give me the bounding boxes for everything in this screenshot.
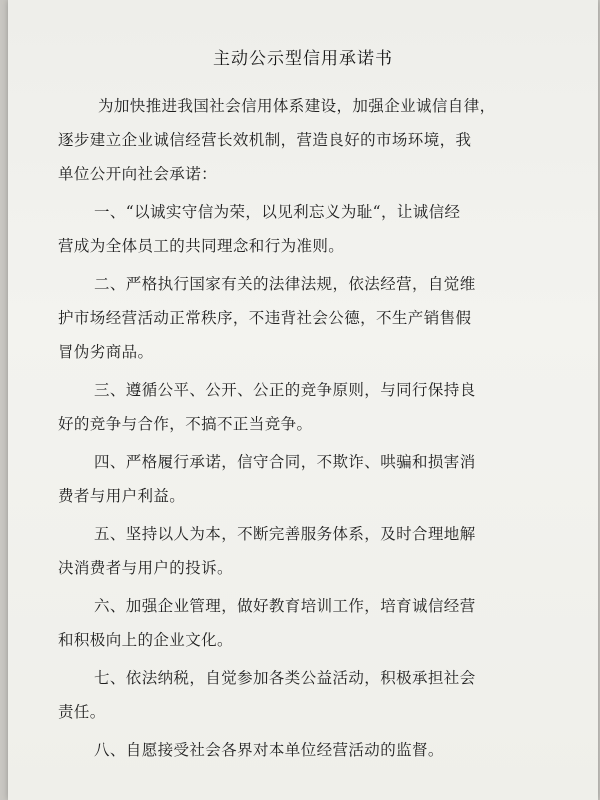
body-line: 八、自愿接受社会各界对本单位经营活动的监督。 xyxy=(94,741,444,759)
body-line: 单位公开向社会承诺： xyxy=(58,165,218,183)
body-line: 冒伪劣商品。 xyxy=(58,343,154,361)
body-line: 护市场经营活动正常秩序，不违背社会公德，不生产销售假 xyxy=(58,309,472,327)
body-line: 四、严格履行承诺，信守合同，不欺诈、哄骗和损害消 xyxy=(94,453,476,471)
body-line: 六、加强企业管理，做好教育培训工作，培育诚信经营 xyxy=(94,597,476,615)
body-line: 决消费者与用户的投诉。 xyxy=(58,559,233,577)
body-line: 一、“以诚实守信为荣，以见利忘义为耻“，让诚信经 xyxy=(94,203,461,221)
body-line: 和积极向上的企业文化。 xyxy=(58,631,233,649)
body-line: 费者与用户利益。 xyxy=(58,487,186,505)
body-line: 五、坚持以人为本，不断完善服务体系，及时合理地解 xyxy=(94,525,476,543)
body-line: 为加快推进我国社会信用体系建设，加强企业诚信自律， xyxy=(98,97,496,115)
body-line: 七、依法纳税，自觉参加各类公益活动，积极承担社会 xyxy=(94,669,476,687)
body-line: 好的竞争与合作，不搞不正当竞争。 xyxy=(58,415,313,433)
body-line: 营成为全体员工的共同理念和行为准则。 xyxy=(58,237,345,255)
body-line: 责任。 xyxy=(58,703,106,721)
document-page xyxy=(8,0,598,800)
document-title: 主动公示型信用承诺书 xyxy=(213,49,393,69)
body-line: 逐步建立企业诚信经营长效机制，营造良好的市场环境，我 xyxy=(58,131,472,149)
body-line: 二、严格执行国家有关的法律法规，依法经营，自觉维 xyxy=(94,275,476,293)
body-line: 三、遵循公平、公开、公正的竞争原则，与同行保持良 xyxy=(94,381,476,399)
